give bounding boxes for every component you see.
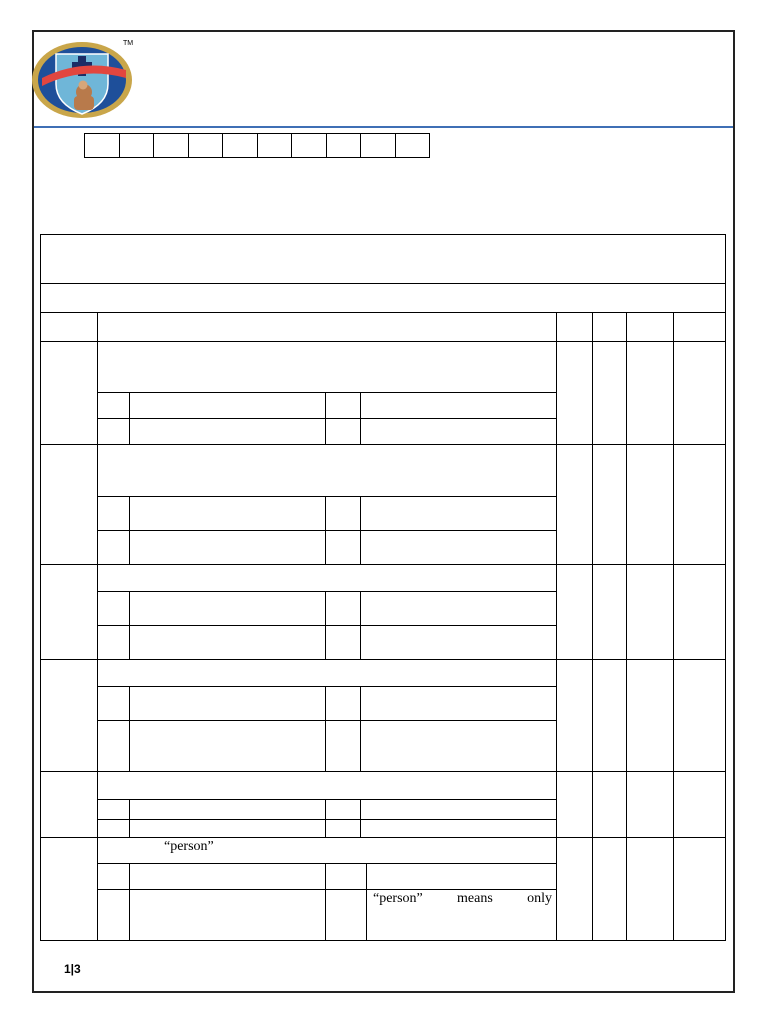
question-row (41, 445, 726, 497)
option-text (361, 592, 557, 626)
reg-box (257, 134, 292, 158)
option-text (367, 864, 557, 890)
option-text (361, 393, 557, 419)
page-number: 1|3 (64, 962, 81, 976)
question-stem: “person” (98, 838, 557, 864)
option-text (361, 687, 557, 721)
reg-box (85, 134, 120, 158)
reg-box (326, 134, 361, 158)
option-text (361, 419, 557, 445)
option-text (361, 820, 557, 838)
question-row (41, 772, 726, 800)
question-row (41, 660, 726, 687)
reg-box (154, 134, 189, 158)
option-text (130, 626, 326, 660)
reg-box (292, 134, 327, 158)
option-text: “person” means only (367, 890, 557, 941)
option-text (361, 721, 557, 772)
option-text (130, 864, 326, 890)
reg-box (361, 134, 396, 158)
question-stem (98, 342, 557, 393)
title-row (41, 235, 726, 284)
option-text (130, 419, 326, 445)
question-stem (98, 445, 557, 497)
question-table (40, 234, 726, 941)
option-text (130, 497, 326, 531)
reg-box (223, 134, 258, 158)
question-stem (98, 660, 557, 687)
option-text (130, 800, 326, 820)
question-row (41, 565, 726, 592)
option-text (130, 820, 326, 838)
option-text (361, 626, 557, 660)
question-stem (98, 565, 557, 592)
register-number-boxes (84, 133, 430, 158)
column-header-row (41, 313, 726, 342)
college-logo (30, 40, 136, 120)
question-row (41, 342, 726, 393)
option-text (130, 687, 326, 721)
reg-box (188, 134, 223, 158)
option-text (130, 393, 326, 419)
question-row (41, 838, 726, 864)
question-stem (98, 772, 557, 800)
subtitle-row (41, 284, 726, 313)
trademark-mark: TM (123, 40, 134, 47)
option-text (130, 890, 326, 941)
option-text (361, 531, 557, 565)
reg-box (119, 134, 154, 158)
option-text (361, 800, 557, 820)
option-text (130, 721, 326, 772)
option-text (361, 497, 557, 531)
option-text (130, 592, 326, 626)
reg-box (395, 134, 430, 158)
header-rule (34, 126, 733, 128)
option-text (130, 531, 326, 565)
